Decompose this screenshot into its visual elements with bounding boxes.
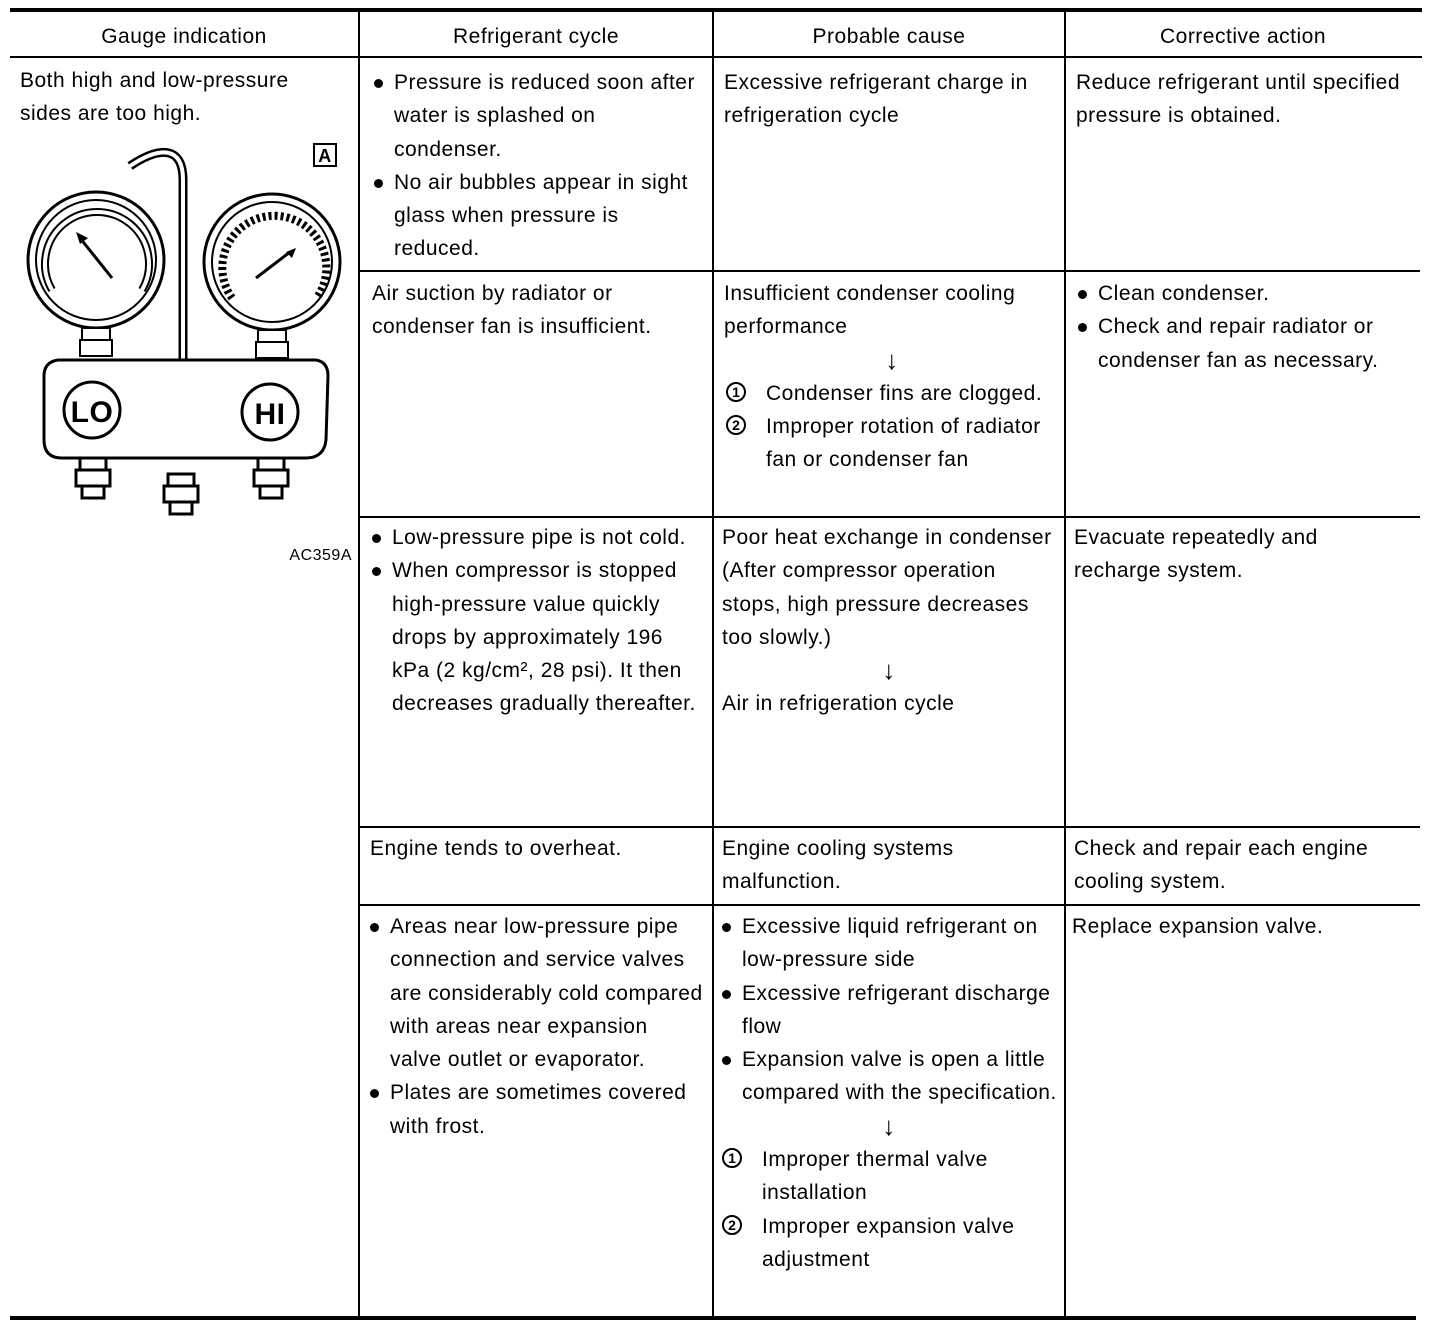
circled-number: 1: [726, 382, 746, 402]
header-gauge-indication: Gauge indication: [101, 25, 267, 48]
gauge-box-label: A: [318, 146, 332, 166]
down-arrow-icon: ↓: [882, 655, 896, 686]
list-item: Plates are sometimes covered with frost.: [368, 1076, 704, 1143]
list-item: When compressor is stopped high-pressure value quickly drops by approximately 196 kPa (2 kg/cm², 28 psi). It then decreases gradually thereafter.: [370, 554, 704, 720]
list-item-text: Improper rotation of radiator fan or condenser fan: [766, 415, 1041, 472]
hi-label: HI: [254, 398, 286, 431]
table-top-rule: [10, 8, 1422, 12]
row5-cycle: [368, 910, 704, 1143]
row2-cycle: Air suction by radiator or condenser fan is insufficient.: [372, 282, 652, 339]
circled-number: 2: [726, 415, 746, 435]
row3-action: Evacuate repeatedly and recharge system.: [1074, 526, 1318, 583]
header-corrective-action: Corrective action: [1159, 25, 1327, 48]
row-divider-4: [360, 904, 1420, 906]
gauge-indication-text: Both high and low-pressure sides are too high.: [20, 69, 289, 126]
list-item: Pressure is reduced soon after water is splashed on condenser.: [372, 66, 702, 166]
row2-action: [1076, 277, 1412, 377]
hi-gauge-icon: [204, 194, 340, 358]
list-item: Low-pressure pipe is not cold.: [370, 521, 704, 554]
row3-cycle: [370, 521, 704, 721]
list-item: Excessive refrigerant discharge flow: [720, 977, 1058, 1044]
list-item: Areas near low-pressure pipe connection and service valves are considerably cold compared with areas near expansion valve outlet or evaporator.: [368, 910, 704, 1076]
header-bottom-rule: [10, 56, 1422, 58]
list-item: Expansion valve is open a little compared with the specification.: [720, 1043, 1058, 1110]
list-item: [720, 1143, 1058, 1210]
circled-number: 2: [722, 1215, 742, 1235]
list-item: Clean condenser.: [1076, 277, 1412, 310]
manifold-gauge-illustration: [0, 140, 358, 580]
list-item-text: Improper expansion valve adjustment: [762, 1214, 1015, 1271]
down-arrow-icon: ↓: [885, 344, 899, 375]
row2-cause-text: Insufficient condenser cooling performance: [724, 282, 1016, 339]
down-arrow-icon: ↓: [882, 1110, 896, 1141]
column-divider-2: [712, 10, 714, 1318]
row-divider-1: [360, 270, 1420, 272]
header-refrigerant-cycle: Refrigerant cycle: [452, 25, 620, 48]
row5-cause: [720, 910, 1058, 1276]
row1-action: Reduce refrigerant until specified pressure is obtained.: [1076, 71, 1401, 128]
row-divider-3: [360, 826, 1420, 828]
row2-cause: [724, 277, 1060, 477]
circled-number: 1: [722, 1148, 742, 1168]
row4-cycle: Engine tends to overheat.: [370, 837, 622, 860]
figure-code: AC359A: [289, 547, 352, 564]
row-divider-2: [360, 516, 1420, 518]
column-divider-3: [1064, 10, 1066, 1318]
row3-cause-result: Air in refrigeration cycle: [722, 692, 955, 716]
lo-label: LO: [70, 396, 114, 429]
list-item: No air bubbles appear in sight glass when pressure is reduced.: [372, 166, 702, 266]
lo-gauge-icon: [28, 192, 164, 356]
row3-cause: [722, 521, 1056, 721]
list-item: Check and repair radiator or condenser fan as necessary.: [1076, 310, 1412, 377]
list-item-text: Condenser fins are clogged.: [766, 381, 1043, 405]
row1-cause: Excessive refrigerant charge in refrigeration cycle: [724, 71, 1028, 128]
row3-cause-text: Poor heat exchange in condenser (After compressor operation stops, high pressure decreases too slowly.): [722, 526, 1052, 649]
row4-cause: Engine cooling systems malfunction.: [722, 837, 954, 894]
column-divider-1: [358, 10, 360, 1318]
row4-action: Check and repair each engine cooling system.: [1074, 837, 1369, 894]
list-item: Excessive liquid refrigerant on low-pressure side: [720, 910, 1058, 977]
list-item: [720, 1210, 1058, 1277]
list-item-text: Improper thermal valve installation: [762, 1148, 988, 1205]
header-probable-cause: Probable cause: [812, 25, 966, 48]
row5-action: Replace expansion valve.: [1072, 915, 1324, 938]
row1-cycle: [372, 66, 702, 266]
list-item: [724, 410, 1060, 477]
list-item: [724, 377, 1060, 410]
